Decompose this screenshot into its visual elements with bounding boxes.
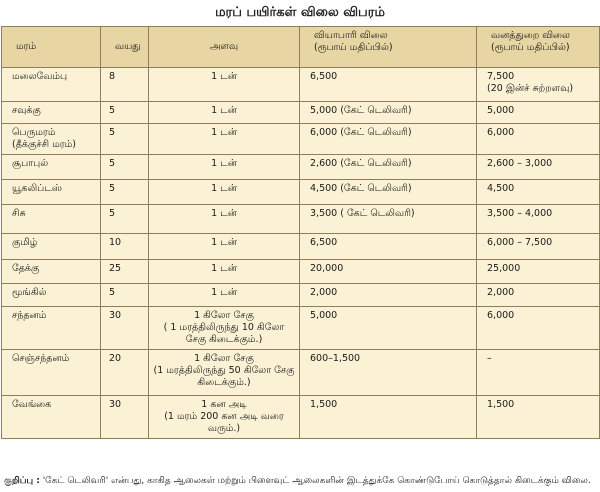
cell-measure	[149, 260, 300, 284]
cell-forest-price	[477, 124, 600, 155]
cell-age	[101, 260, 149, 284]
header-measure: அளவு	[149, 27, 300, 68]
cell-age	[101, 234, 149, 260]
table-row	[2, 124, 600, 155]
cell-tree-note: (தீக்குச்சி மரம்)	[12, 139, 76, 150]
cell-trader-price	[300, 396, 477, 439]
table-row	[2, 307, 600, 350]
cell-tree-value: மூங்கில்	[12, 287, 47, 298]
cell-measure	[149, 205, 300, 234]
cell-age	[101, 102, 149, 124]
cell-tree-value: சவுக்கு	[12, 105, 41, 116]
cell-forest-price-value: 4,500	[487, 183, 515, 194]
cell-age	[101, 396, 149, 439]
cell-forest-price	[477, 205, 600, 234]
cell-tree	[2, 260, 101, 284]
cell-tree	[2, 234, 101, 260]
cell-tree-value: செஞ்சந்தனம்	[12, 353, 70, 364]
cell-measure-value: 1 டன்	[211, 208, 237, 219]
cell-measure-note: ( 1 மரத்திலிருந்து 10 கிலோ சேகு கிடைக்கும்.)	[163, 322, 285, 345]
cell-trader-price	[300, 102, 477, 124]
cell-age-value: 20	[109, 353, 122, 364]
cell-tree-value: மலைவேம்பு	[12, 71, 68, 82]
cell-measure-value: 1 கிலோ சேகு	[194, 353, 254, 364]
cell-age	[101, 284, 149, 307]
cell-trader-price	[300, 68, 477, 102]
cell-tree-value: சூபாபுல்	[12, 158, 49, 169]
cell-age-value: 25	[109, 263, 122, 274]
table-row	[2, 68, 600, 102]
table-row	[2, 205, 600, 234]
cell-age-value: 30	[109, 310, 122, 321]
cell-trader-price-value: 5,000	[310, 310, 338, 321]
cell-tree	[2, 124, 101, 155]
cell-forest-price	[477, 180, 600, 205]
cell-measure-value: 1 டன்	[211, 263, 237, 274]
cell-forest-price-value: 6,000 – 7,500	[487, 237, 553, 248]
cell-age-value: 30	[109, 399, 122, 410]
table-row	[2, 180, 600, 205]
cell-trader-price	[300, 205, 477, 234]
cell-age	[101, 124, 149, 155]
cell-forest-price	[477, 155, 600, 180]
cell-trader-price-value: 2,600 (கேட் டெலிவரி)	[310, 158, 412, 169]
cell-measure-note: (1 மரத்திலிருந்து 50 கிலோ சேகு கிடைக்கும்.)	[153, 365, 295, 388]
cell-forest-price	[477, 307, 600, 350]
cell-age-value: 5	[109, 208, 116, 219]
cell-trader-price-value: 20,000	[310, 263, 344, 274]
cell-trader-price	[300, 180, 477, 205]
cell-tree-value: தேக்கு	[12, 263, 40, 274]
cell-trader-price-value: 5,000 (கேட் டெலிவரி)	[310, 105, 412, 116]
cell-trader-price	[300, 124, 477, 155]
cell-trader-price-value: 6,500	[310, 237, 338, 248]
cell-tree	[2, 102, 101, 124]
cell-measure	[149, 102, 300, 124]
header-age: வயது	[101, 27, 149, 68]
footnote-label: குறிப்பு :	[4, 476, 40, 486]
footnote	[4, 474, 598, 488]
table-row	[2, 260, 600, 284]
cell-forest-price-value: 5,000	[487, 105, 515, 116]
table-row	[2, 396, 600, 439]
cell-age	[101, 180, 149, 205]
cell-trader-price-value: 600–1,500	[310, 353, 361, 364]
cell-measure-value: 1 டன்	[211, 183, 237, 194]
table-row	[2, 102, 600, 124]
cell-tree	[2, 155, 101, 180]
cell-measure-value: 1 டன்	[211, 237, 237, 248]
cell-forest-price	[477, 68, 600, 102]
cell-measure-note: (1 மரம் 200 கன அடி வரை வரும்.)	[164, 411, 284, 434]
cell-trader-price	[300, 307, 477, 350]
cell-measure-value: 1 டன்	[211, 158, 237, 169]
cell-measure	[149, 396, 300, 439]
cell-tree-value: குமிழ்	[12, 237, 38, 248]
table-row	[2, 284, 600, 307]
cell-forest-price	[477, 234, 600, 260]
cell-forest-price	[477, 102, 600, 124]
cell-trader-price	[300, 260, 477, 284]
cell-age	[101, 307, 149, 350]
cell-measure	[149, 350, 300, 396]
cell-measure	[149, 68, 300, 102]
cell-tree	[2, 180, 101, 205]
cell-tree-value: யூகலிப்டஸ்	[12, 183, 63, 194]
cell-forest-price-value: 7,500	[487, 71, 515, 82]
cell-age	[101, 205, 149, 234]
cell-tree	[2, 205, 101, 234]
cell-age-value: 5	[109, 158, 116, 169]
cell-tree-value: சிசு	[12, 208, 26, 219]
cell-trader-price	[300, 155, 477, 180]
price-table	[1, 26, 600, 439]
table-header-row	[2, 27, 600, 68]
cell-age	[101, 350, 149, 396]
cell-trader-price-value: 6,500	[310, 71, 338, 82]
table-row	[2, 350, 600, 396]
cell-measure-value: 1 கிலோ சேகு	[194, 310, 254, 321]
cell-forest-price	[477, 284, 600, 307]
cell-tree	[2, 68, 101, 102]
cell-trader-price-value: 2,000	[310, 287, 338, 298]
cell-trader-price	[300, 350, 477, 396]
cell-age-value: 5	[109, 287, 116, 298]
cell-age-value: 5	[109, 183, 116, 194]
cell-measure-value: 1 டன்	[211, 105, 237, 116]
header-forest-price	[477, 27, 600, 68]
cell-tree	[2, 307, 101, 350]
cell-tree	[2, 284, 101, 307]
cell-forest-price-value: 2,600 – 3,000	[487, 158, 553, 169]
header-trader-price	[300, 27, 477, 68]
header-trader-price-sub: (ரூபாய் மதிப்பில்)	[314, 42, 393, 53]
cell-trader-price-value: 6,000 (கேட் டெலிவரி)	[310, 127, 412, 138]
cell-forest-price-value: 25,000	[487, 263, 521, 274]
cell-measure-value: 1 கன அடி	[201, 399, 247, 410]
header-forest-price-label: வனத்துறை விலை	[491, 30, 570, 41]
cell-trader-price	[300, 234, 477, 260]
cell-measure	[149, 234, 300, 260]
cell-measure	[149, 307, 300, 350]
header-forest-price-sub: (ரூபாய் மதிப்பில்)	[491, 42, 570, 53]
page-title: மரப் பயிர்கள் விலை விபரம்	[215, 5, 385, 20]
cell-forest-price-value: 3,500 – 4,000	[487, 208, 553, 219]
cell-measure	[149, 180, 300, 205]
cell-trader-price-value: 4,500 (கேட் டெலிவரி)	[310, 183, 412, 194]
table-row	[2, 155, 600, 180]
cell-age-value: 10	[109, 237, 122, 248]
header-trader-price-label: வியாபாரி விலை	[314, 30, 388, 41]
cell-forest-price-value: 6,000	[487, 127, 515, 138]
cell-trader-price-value: 1,500	[310, 399, 338, 410]
cell-forest-price-value: 6,000	[487, 310, 515, 321]
cell-tree-value: பெருமரம்	[12, 127, 56, 138]
cell-trader-price	[300, 284, 477, 307]
cell-measure-value: 1 டன்	[211, 287, 237, 298]
cell-measure	[149, 124, 300, 155]
cell-age	[101, 68, 149, 102]
cell-trader-price-value: 3,500 ( கேட் டெலிவரி)	[310, 208, 415, 219]
header-tree: மரம்	[2, 27, 101, 68]
cell-age-value: 5	[109, 127, 116, 138]
cell-measure	[149, 155, 300, 180]
cell-tree-value: சந்தனம்	[12, 310, 47, 321]
cell-tree-value: வேங்கை	[12, 399, 52, 410]
cell-forest-price-value: 1,500	[487, 399, 515, 410]
cell-forest-price-value: –	[487, 353, 492, 364]
cell-forest-price	[477, 260, 600, 284]
cell-forest-price	[477, 350, 600, 396]
cell-measure	[149, 284, 300, 307]
cell-tree	[2, 396, 101, 439]
cell-age	[101, 155, 149, 180]
cell-forest-price-note: (20 இன்ச் சுற்றளவு)	[487, 83, 574, 94]
cell-age-value: 5	[109, 105, 116, 116]
footnote-text: 'கேட் டெலிவரி' என்பது, காகித ஆலைகள் மற்றும் பிளைவுட் ஆலைகளின் இடத்துக்கே கொண்டுபோய் கொடுத்தால் கிடைக்கும் விலை.	[42, 476, 591, 486]
cell-measure-value: 1 டன்	[211, 127, 237, 138]
cell-forest-price	[477, 396, 600, 439]
table-row	[2, 234, 600, 260]
cell-measure-value: 1 டன்	[211, 71, 237, 82]
cell-tree	[2, 350, 101, 396]
cell-age-value: 8	[109, 71, 116, 82]
cell-forest-price-value: 2,000	[487, 287, 515, 298]
